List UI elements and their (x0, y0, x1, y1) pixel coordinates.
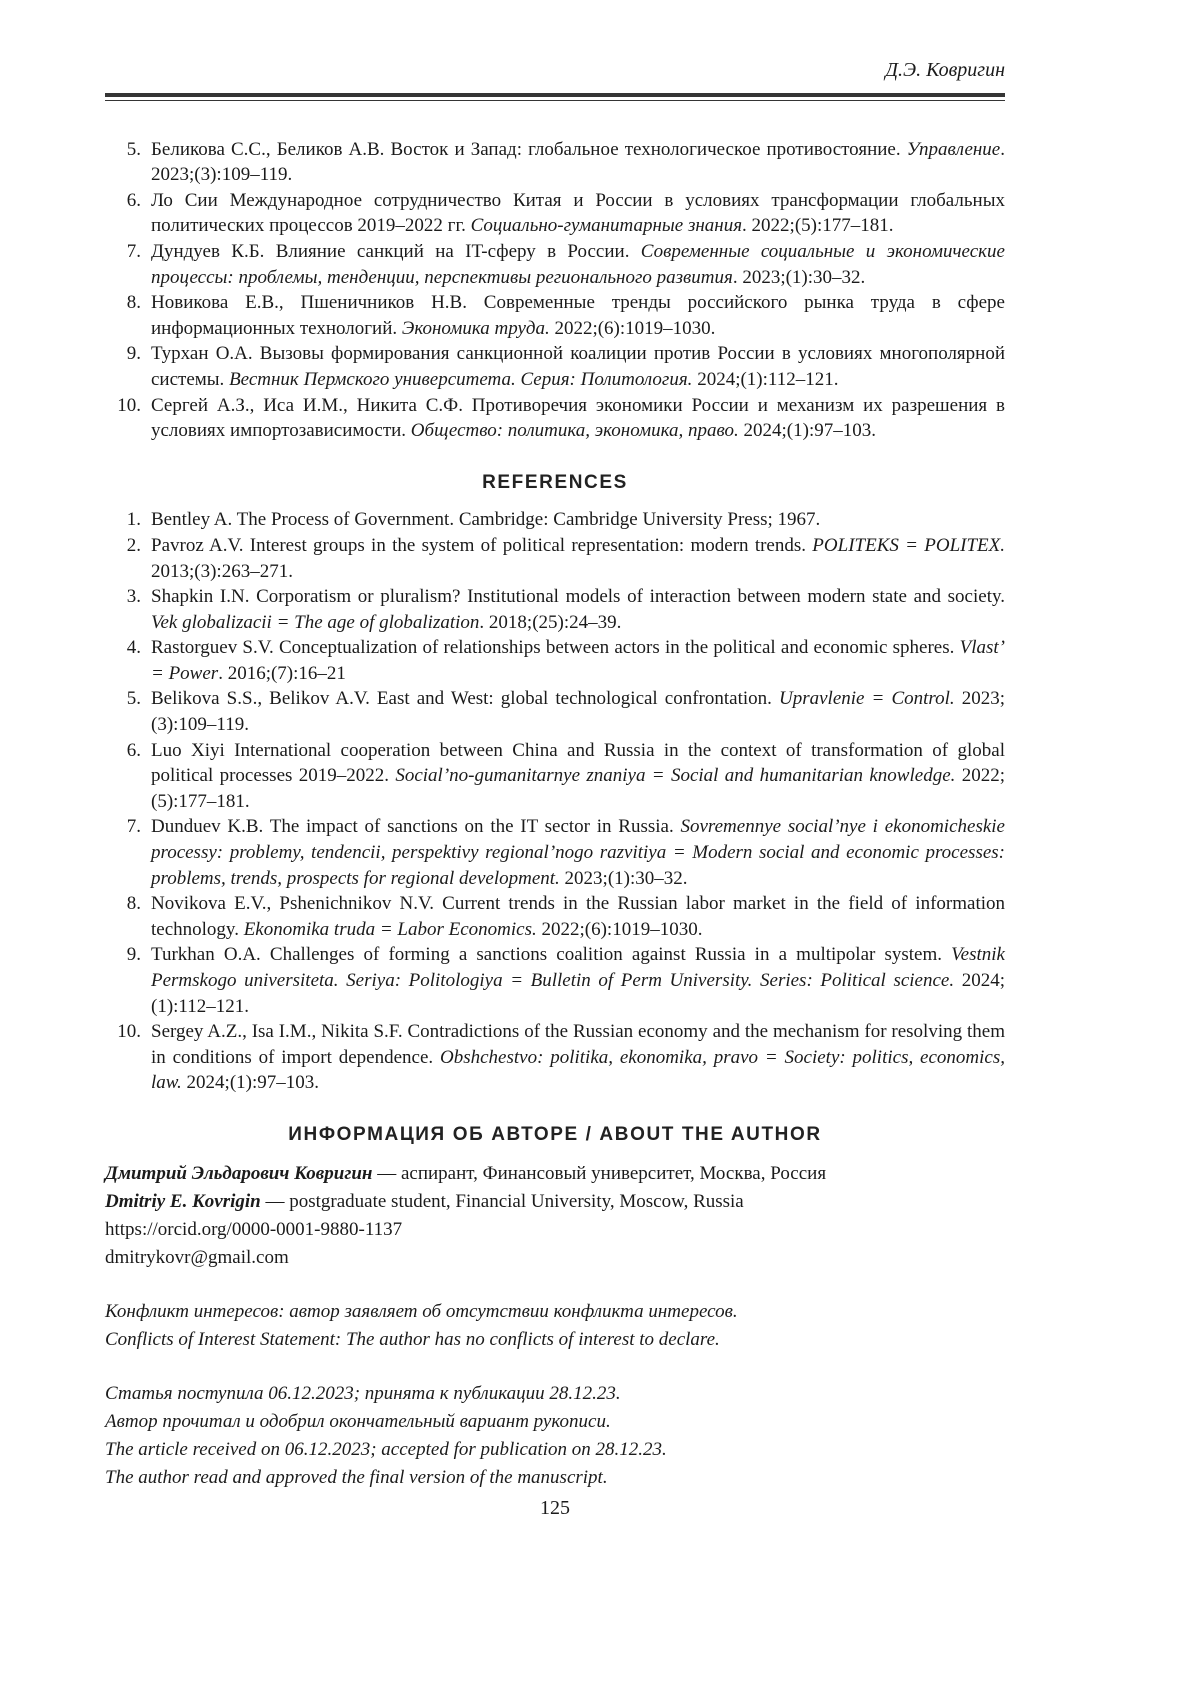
conflict-statement-en (105, 1326, 1005, 1354)
reference-text (151, 393, 1005, 444)
reference-number: 5. (126, 688, 141, 710)
text-segment: — postgraduate student, Financial University, Moscow, Russia (260, 1190, 744, 1212)
text-segment: Новикова Е.В., Пшеничников Н.В. Современные тренды российского рынка труда в сфере информационных технологий. (151, 292, 1005, 339)
orcid-link[interactable] (105, 1216, 1005, 1244)
reference-item (105, 290, 1005, 341)
reference-number: 10. (117, 394, 141, 416)
reference-number: 10. (117, 1021, 141, 1043)
text-segment: Турхан О.А. Вызовы формирования санкционной коалиции против России в условиях многополярной системы. (151, 343, 1005, 390)
reference-text (151, 239, 1005, 290)
text-segment: 2024;(1):112–121. (151, 970, 1006, 1017)
text-segment: Беликова С.С., Беликов А.В. Восток и Запад: глобальное технологическое противостояние. (151, 138, 907, 160)
text-segment: Вестник Пермского университета. Серия: Политология. (229, 368, 693, 390)
text-segment: dmitrykovr@gmail.com (105, 1246, 289, 1268)
author-info-heading: ИНФОРМАЦИЯ ОБ АВТОРЕ / ABOUT THE AUTHOR (288, 1123, 822, 1145)
header-rule (105, 93, 1005, 101)
article-dates-block (105, 1380, 1005, 1492)
reference-number: 5. (126, 138, 141, 160)
author-approved-ru (105, 1408, 1005, 1436)
reference-item (105, 738, 1005, 815)
text-segment: Vlast’ = Power (151, 637, 1005, 684)
reference-number: 3. (126, 586, 141, 608)
article-received-ru (105, 1380, 1005, 1408)
reference-text (151, 1019, 1005, 1096)
running-head-author: Д.Э. Ковригин (885, 59, 1005, 81)
text-segment: Dmitriy E. Kovrigin (105, 1190, 261, 1212)
text-segment: Upravlenie = Control. (779, 688, 955, 710)
text-segment: Belikova S.S., Belikov A.V. East and West: global technological confrontation. (151, 688, 779, 710)
reference-number: 8. (126, 893, 141, 915)
text-segment: 2024;(1):97–103. (181, 1072, 320, 1094)
reference-text (151, 584, 1005, 635)
reference-number: 9. (126, 343, 141, 365)
text-segment: Сергей А.З., Иса И.М., Никита С.Ф. Противоречия экономики России и механизм их разрешения в условиях импортозависимости. (151, 394, 1005, 442)
reference-item (105, 393, 1005, 444)
reference-number: 7. (126, 816, 141, 838)
reference-item (105, 942, 1005, 1019)
article-received-en (105, 1436, 1005, 1464)
text-segment: Obshchestvo: politika, ekonomika, pravo = Society: politics, economics, law. (151, 1046, 1005, 1094)
references-heading: REFERENCES (482, 471, 628, 493)
reference-text (151, 738, 1005, 815)
author-name-en-line (105, 1188, 1005, 1216)
reference-item (105, 341, 1005, 392)
text-segment: Bentley A. The Process of Government. Cambridge: Cambridge University Press; 1967. (151, 509, 821, 531)
text-segment: The author read and approved the final version of the manuscript. (105, 1466, 608, 1488)
reference-text (151, 686, 1005, 737)
reference-text (151, 533, 1005, 584)
text-segment: Экономика труда. (401, 317, 550, 339)
reference-item (105, 137, 1005, 188)
text-segment: . 2022;(5):177–181. (742, 215, 894, 237)
text-segment: Luo Xiyi International cooperation between China and Russia in the context of transformation of global political processes 2019–2022. (151, 739, 1005, 787)
text-segment: Pavroz A.V. Interest groups in the system of political representation: modern trends. (151, 534, 813, 556)
text-segment: Ekonomika truda = Labor Economics. (243, 918, 537, 940)
text-segment: Конфликт интересов: автор заявляет об отсутствии конфликта интересов. (105, 1300, 738, 1322)
reference-number: 1. (126, 509, 141, 531)
reference-number: 9. (126, 944, 141, 966)
text-segment: Общество: политика, экономика, право. (410, 420, 739, 442)
text-segment: . 2023;(1):30–32. (732, 266, 866, 288)
reference-text (151, 635, 1005, 686)
reference-item (105, 686, 1005, 737)
text-segment: 2024;(1):97–103. (738, 420, 876, 442)
text-segment: — аспирант, Финансовый университет, Москва, Россия (372, 1162, 827, 1184)
text-segment: . 2016;(7):16–21 (218, 662, 346, 684)
reference-item (105, 188, 1005, 239)
conflict-of-interest-block (105, 1298, 1005, 1354)
text-segment: . 2023;(3):109–119. (151, 138, 1005, 186)
reference-number: 4. (126, 637, 141, 659)
email-link[interactable] (105, 1244, 1005, 1272)
reference-text (151, 891, 1005, 942)
reference-item (105, 584, 1005, 635)
text-segment: 2024;(1):112–121. (692, 368, 839, 390)
reference-item (105, 533, 1005, 584)
conflict-statement-ru (105, 1298, 1005, 1326)
reference-number: 6. (126, 739, 141, 761)
reference-text (151, 137, 1005, 188)
text-segment: Социально-гуманитарные знания (470, 215, 743, 237)
reference-item (105, 507, 1005, 533)
reference-number: 7. (126, 240, 141, 262)
reference-text (151, 814, 1005, 891)
text-segment: 2023;(1):30–32. (559, 867, 688, 889)
text-segment: Дмитрий Эльдарович Ковригин (105, 1162, 373, 1184)
text-segment: Ло Сии Международное сотрудничество Китая и России в условиях трансформации глобальных политических процессов 2019–2022 гг. (151, 189, 1005, 237)
reference-item (105, 814, 1005, 891)
text-segment: Современные социальные и экономические процессы: проблемы, тенденции, перспективы регионального развития (151, 240, 1005, 288)
reference-number: 8. (126, 292, 141, 314)
text-segment: https://orcid.org/0000-0001-9880-1137 (105, 1218, 403, 1240)
text-segment: Rastorguev S.V. Conceptualization of relationships between actors in the political and economic spheres. (151, 637, 960, 659)
russian-references-list (105, 137, 1005, 444)
text-segment: 2022;(6):1019–1030. (536, 918, 703, 940)
text-segment: Turkhan O.A. Challenges of forming a sanctions coalition against Russia in a multipolar system. (151, 944, 952, 966)
reference-text (151, 942, 1005, 1019)
text-segment: POLITEKS = POLITEX. (812, 534, 1006, 556)
text-segment: 2022;(6):1019–1030. (549, 317, 716, 339)
author-name-ru-line (105, 1160, 1005, 1188)
text-segment: Vek globalizacii = The age of globalization (151, 611, 480, 633)
text-segment: 2013;(3):263–271. (151, 560, 293, 582)
text-segment: Статья поступила 06.12.2023; принята к публикации 28.12.23. (105, 1382, 621, 1404)
text-segment: Dunduev K.B. The impact of sanctions on the IT sector in Russia. (151, 816, 681, 838)
text-segment: . 2018;(25):24–39. (479, 611, 622, 633)
reference-item (105, 239, 1005, 290)
text-segment: Дундуев К.Б. Влияние санкций на IT-сферу в России. (151, 240, 641, 262)
text-segment: Social’no-gumanitarnye znaniya = Social and humanitarian knowledge. (395, 765, 956, 787)
reference-item (105, 1019, 1005, 1096)
author-info-block (105, 1160, 1005, 1272)
author-approved-en (105, 1464, 1005, 1492)
reference-text (151, 290, 1005, 341)
text-segment: 2022;(5):177–181. (151, 765, 1006, 812)
reference-text (151, 341, 1005, 392)
text-segment: Автор прочитал и одобрил окончательный вариант рукописи. (105, 1410, 611, 1432)
reference-text (151, 188, 1005, 239)
reference-item (105, 891, 1005, 942)
reference-text (151, 507, 1005, 533)
text-segment: Управление (906, 138, 1001, 160)
reference-item (105, 635, 1005, 686)
text-segment: Shapkin I.N. Corporatism or pluralism? Institutional models of interaction between modern state and society. (151, 586, 1005, 608)
text-segment: Sergey A.Z., Isa I.M., Nikita S.F. Contradictions of the Russian economy and the mechanism for resolving them in conditions of import dependence. (151, 1021, 1005, 1068)
text-segment: Novikova E.V., Pshenichnikov N.V. Current trends in the Russian labor market in the field of information technology. (151, 893, 1005, 940)
text-segment: 2023;(3):109–119. (151, 688, 1006, 736)
text-segment: Conflicts of Interest Statement: The author has no conflicts of interest to declare. (105, 1328, 720, 1350)
reference-number: 6. (126, 189, 141, 211)
english-references-list (105, 507, 1005, 1096)
reference-number: 2. (126, 534, 141, 556)
text-segment: Vestnik Permskogo universiteta. Seriya: Politologiya = Bulletin of Perm University. Series: Political science. (151, 944, 1005, 991)
text-segment: The article received on 06.12.2023; accepted for publication on 28.12.23. (105, 1438, 667, 1460)
page-number: 125 (540, 1497, 570, 1519)
text-segment: Sovremennye social’nye i ekonomicheskie processy: problemy, tendencii, perspektivy regional’nogo razvitiya = Modern social and economic processes: problems, trends, prospects for regional development. (151, 816, 1005, 889)
